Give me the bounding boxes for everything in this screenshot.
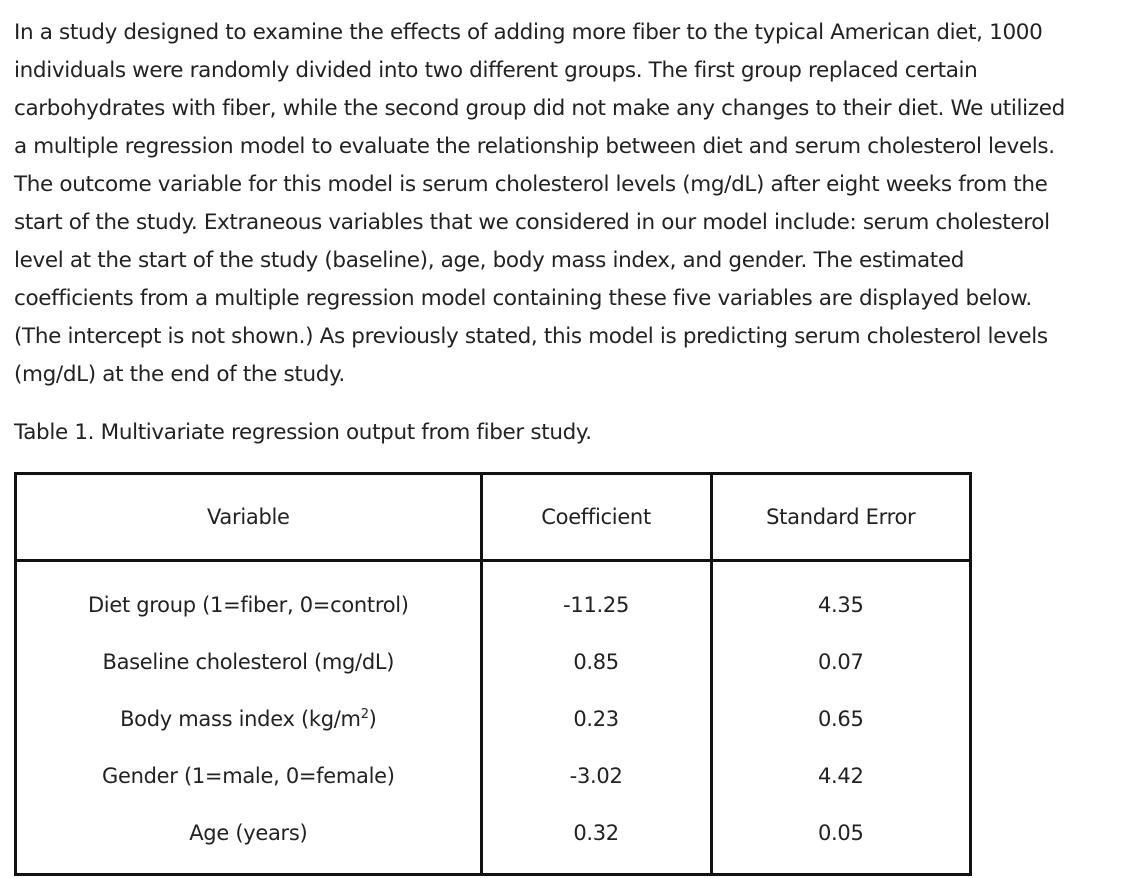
paragraph-line: coefficients from a multiple regression model containing these five variables are displayed below. [14,286,1032,311]
table-caption: Table 1. Multivariate regression output from fiber study. [14,420,592,445]
cell-variable: Gender (1=male, 0=female) [16,747,482,804]
paragraph-line: (The intercept is not shown.) As previously stated, this model is predicting serum cholesterol levels [14,324,1048,349]
cell-standard-error: 4.42 [711,747,970,804]
table-row [16,561,971,634]
cell-standard-error: 4.35 [711,561,970,634]
cell-variable [16,690,482,747]
cell-variable-superscript: 2 [360,706,369,722]
paragraph-line: start of the study. Extraneous variables that we considered in our model include: serum cholesterol [14,210,1050,235]
paragraph-line: In a study designed to examine the effects of adding more fiber to the typical American diet, 1000 [14,20,1043,45]
cell-standard-error: 0.65 [711,690,970,747]
cell-variable: Baseline cholesterol (mg/dL) [16,633,482,690]
problem-statement [14,14,1142,394]
cell-variable: Diet group (1=fiber, 0=control) [16,561,482,634]
paragraph-line: individuals were randomly divided into two different groups. The first group replaced certain [14,58,978,83]
header-variable: Variable [16,474,482,561]
table-row [16,747,971,804]
cell-coefficient: 0.32 [481,804,711,875]
paragraph-line: carbohydrates with fiber, while the second group did not make any changes to their diet. We utilized [14,96,1065,121]
cell-coefficient: -3.02 [481,747,711,804]
cell-standard-error: 0.07 [711,633,970,690]
cell-coefficient: -11.25 [481,561,711,634]
cell-coefficient: 0.23 [481,690,711,747]
cell-variable-text: Body mass index (kg/m [120,706,361,731]
header-standard-error: Standard Error [711,474,970,561]
cell-standard-error: 0.05 [711,804,970,875]
cell-variable-suffix: ) [368,706,377,731]
table-row [16,804,971,875]
table-header-row [16,474,971,561]
table-row [16,690,971,747]
cell-coefficient: 0.85 [481,633,711,690]
paragraph-line: a multiple regression model to evaluate the relationship between diet and serum cholesterol levels. [14,134,1055,159]
header-coefficient: Coefficient [481,474,711,561]
paragraph-line: level at the start of the study (baseline), age, body mass index, and gender. The estimated [14,248,965,273]
table-row [16,633,971,690]
paragraph-line: (mg/dL) at the end of the study. [14,362,345,387]
cell-variable: Age (years) [16,804,482,875]
regression-table [14,472,972,876]
paragraph-line: The outcome variable for this model is serum cholesterol levels (mg/dL) after eight weeks from the [14,172,1048,197]
